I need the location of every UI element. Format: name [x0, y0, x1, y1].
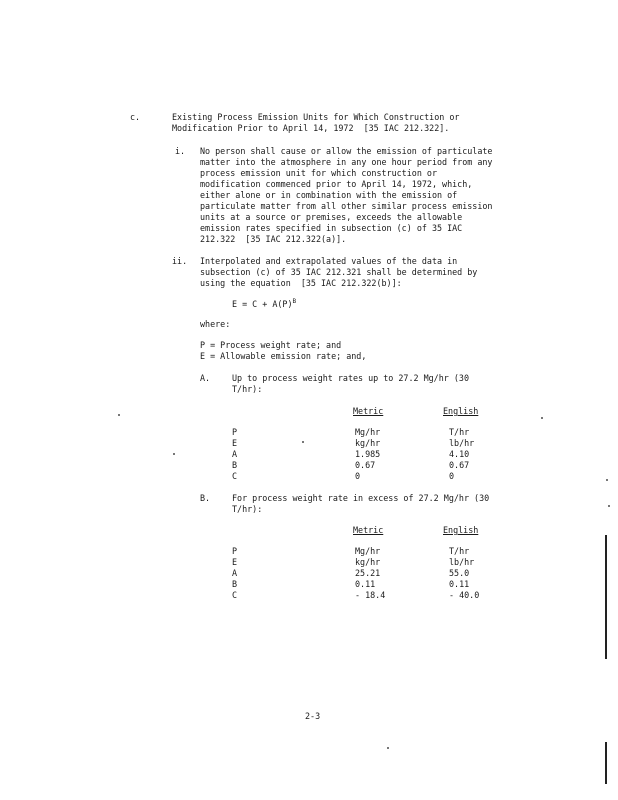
item-ii-line-1: Interpolated and extrapolated values of the data in [200, 256, 458, 266]
item-i-line-5: either alone or in combination with the emission of [200, 190, 458, 200]
scan-speck [387, 747, 389, 749]
item-i-line-7: units at a source or premises, exceeds the allowable [200, 212, 463, 222]
scan-speck [608, 505, 610, 507]
sub-a-row-2-english: lb/hr [449, 438, 475, 448]
sub-a-row-5-metric: 0 [355, 471, 361, 481]
item-i-line-2: matter into the atmosphere in any one hour period from any [200, 157, 493, 167]
sub-a-row-3-metric: 1.985 [355, 449, 381, 459]
sub-b-row-2-metric: kg/hr [355, 557, 381, 567]
scan-edge-mark-lower [605, 742, 607, 784]
sub-b-row-1-english: T/hr [449, 546, 470, 556]
item-ii-line-2: subsection (c) of 35 IAC 212.321 shall be determined by [200, 267, 478, 277]
sub-b-row-5-symbol: C [232, 590, 238, 600]
sub-a-row-5-english: 0 [449, 471, 455, 481]
sub-a-row-4-symbol: B [232, 460, 238, 470]
sub-b-row-3-symbol: A [232, 568, 238, 578]
item-ii-marker: ii. [172, 256, 188, 266]
definition-e: E = Allowable emission rate; and, [200, 351, 367, 361]
scan-edge-mark-upper [605, 535, 607, 659]
where-label: where: [200, 319, 231, 329]
sub-b-line-2: T/hr): [232, 504, 263, 514]
scan-speck [606, 479, 608, 481]
sub-b-marker: B. [200, 493, 211, 503]
item-i-line-3: process emission unit for which construction or [200, 168, 437, 178]
sub-b-row-3-metric: 25.21 [355, 568, 381, 578]
section-c-heading-line-2: Modification Prior to April 14, 1972 [35 IAC 212.322]. [172, 123, 450, 133]
item-i-line-8: emission rates specified in subsection (c) of 35 IAC [200, 223, 463, 233]
item-ii-line-3: using the equation [35 IAC 212.322(b)]: [200, 278, 402, 288]
sub-a-line-2: T/hr): [232, 384, 263, 394]
sub-a-marker: A. [200, 373, 211, 383]
sub-a-row-3-symbol: A [232, 449, 238, 459]
emission-equation [232, 296, 296, 310]
sub-a-row-5-symbol: C [232, 471, 238, 481]
sub-a-row-4-metric: 0.67 [355, 460, 376, 470]
sub-a-row-2-metric: kg/hr [355, 438, 381, 448]
item-i-line-4: modification commenced prior to April 14, 1972, which, [200, 179, 473, 189]
section-c-marker: c. [130, 112, 141, 122]
sub-a-row-1-symbol: P [232, 427, 238, 437]
sub-b-row-1-metric: Mg/hr [355, 546, 381, 556]
sub-b-row-3-english: 55.0 [449, 568, 470, 578]
sub-b-row-1-symbol: P [232, 546, 238, 556]
sub-a-row-4-english: 0.67 [449, 460, 470, 470]
sub-b-row-4-english: 0.11 [449, 579, 470, 589]
sub-a-line-1: Up to process weight rates up to 27.2 Mg/hr (30 [232, 373, 469, 383]
sub-a-row-1-english: T/hr [449, 427, 470, 437]
scan-speck [541, 417, 543, 419]
section-c-heading-line-1: Existing Process Emission Units for Which Construction or [172, 112, 460, 122]
scan-speck [173, 453, 175, 455]
sub-b-row-5-metric: - 18.4 [355, 590, 386, 600]
scan-speck [302, 441, 304, 443]
item-i-line-9: 212.322 [35 IAC 212.322(a)]. [200, 234, 347, 244]
item-i-marker: i. [175, 146, 186, 156]
sub-a-row-2-symbol: E [232, 438, 238, 448]
sub-b-row-2-english: lb/hr [449, 557, 475, 567]
sub-b-english-header: English [443, 525, 479, 535]
item-i-line-1: No person shall cause or allow the emission of particulate [200, 146, 493, 156]
sub-a-metric-header: Metric [353, 406, 384, 416]
sub-b-line-1: For process weight rate in excess of 27.2 Mg/hr (30 [232, 493, 490, 503]
sub-b-row-5-english: - 40.0 [449, 590, 480, 600]
sub-a-english-header: English [443, 406, 479, 416]
sub-a-row-3-english: 4.10 [449, 449, 470, 459]
scan-speck [118, 414, 120, 416]
sub-b-metric-header: Metric [353, 525, 384, 535]
definition-p: P = Process weight rate; and [200, 340, 342, 350]
equation-text: E = C + A(P) [232, 299, 293, 309]
sub-b-row-4-metric: 0.11 [355, 579, 376, 589]
item-i-line-6: particulate matter from all other similar process emission [200, 201, 493, 211]
equation-exponent: B [292, 298, 297, 305]
sub-b-row-4-symbol: B [232, 579, 238, 589]
sub-b-row-2-symbol: E [232, 557, 238, 567]
sub-a-row-1-metric: Mg/hr [355, 427, 381, 437]
page-number: 2-3 [305, 711, 321, 721]
